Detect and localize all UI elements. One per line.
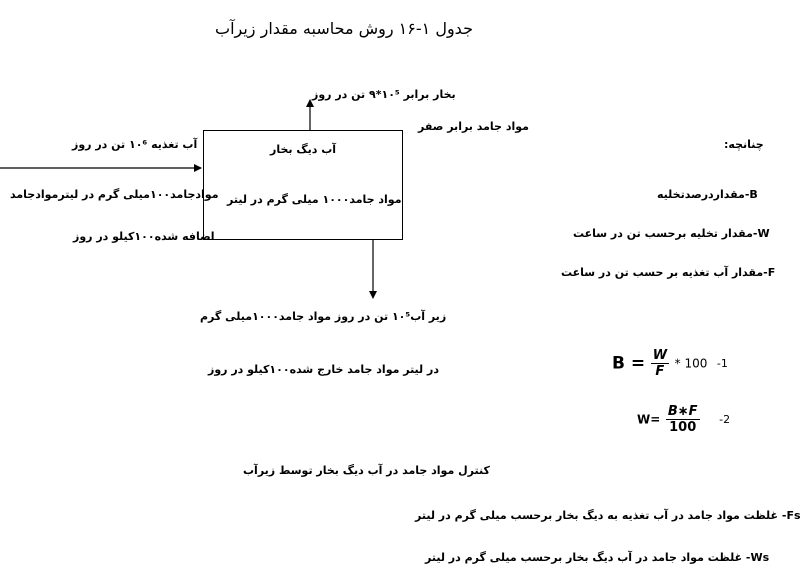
legend-b: B-مقداردرصدتخلیه bbox=[657, 188, 758, 201]
formula-1-tail: * 100 bbox=[674, 356, 708, 371]
def-fs: Fs- غلظت مواد جامد در آب تغذیه به دیگ بخار برحسب میلی گرم در لیتر bbox=[415, 509, 801, 522]
boiler-solids: مواد جامد۱۰۰۰ میلی گرم در لیتر bbox=[227, 193, 402, 206]
feed-added-label: اضافه شده۱۰۰کیلو در روز bbox=[73, 230, 215, 243]
blowdown-line2: در لیتر مواد جامد خارج شده۱۰۰کیلو در روز bbox=[208, 363, 439, 376]
solids-zero-label: مواد جامد برابر صفر bbox=[418, 120, 529, 133]
formula-2-lhs: W= bbox=[637, 412, 661, 427]
feed-solids-label: موادجامد۱۰۰میلی گرم در لیترموادجامد bbox=[10, 188, 219, 201]
formula-1-num: W bbox=[652, 348, 668, 363]
feed-water-label: آب تغذیه ۱۰⁶ تن در روز bbox=[72, 138, 198, 151]
formula-1-den: F bbox=[655, 364, 665, 379]
boiler-label: آب دیگ بخار bbox=[270, 143, 337, 156]
legend-intro: چنانچه: bbox=[724, 138, 764, 151]
section-heading: کنترل مواد جامد در آب دیگ بخار توسط زیرآب bbox=[243, 464, 490, 477]
legend-f: F-مقدار آب تغذیه بر حسب تن در ساعت bbox=[561, 266, 776, 279]
page-title: جدول ۱-۱۶ روش محاسبه مقدار زیرآب bbox=[215, 19, 473, 38]
legend-w: W-مقدار تخلیه برحسب تن در ساعت bbox=[573, 227, 770, 240]
blowdown-line1: زیر آب۱۰⁵ تن در روز مواد جامد۱۰۰۰میلی گرم bbox=[200, 310, 447, 323]
def-ws: Ws- غلظت مواد جامد در آب دیگ بخار برحسب میلی گرم در لیتر bbox=[425, 551, 770, 564]
formula-1-index: -1 bbox=[716, 357, 728, 370]
formula-2 bbox=[637, 404, 730, 435]
steam-out-label: بخار برابر ۱۰⁵*۹ تن در روز bbox=[312, 88, 456, 101]
formula-1-lhs: B = bbox=[612, 353, 646, 374]
formula-2-index: -2 bbox=[719, 413, 731, 426]
formula-2-den: 100 bbox=[669, 420, 697, 435]
formula-1 bbox=[612, 348, 728, 379]
formula-2-num: B∗F bbox=[667, 404, 698, 419]
